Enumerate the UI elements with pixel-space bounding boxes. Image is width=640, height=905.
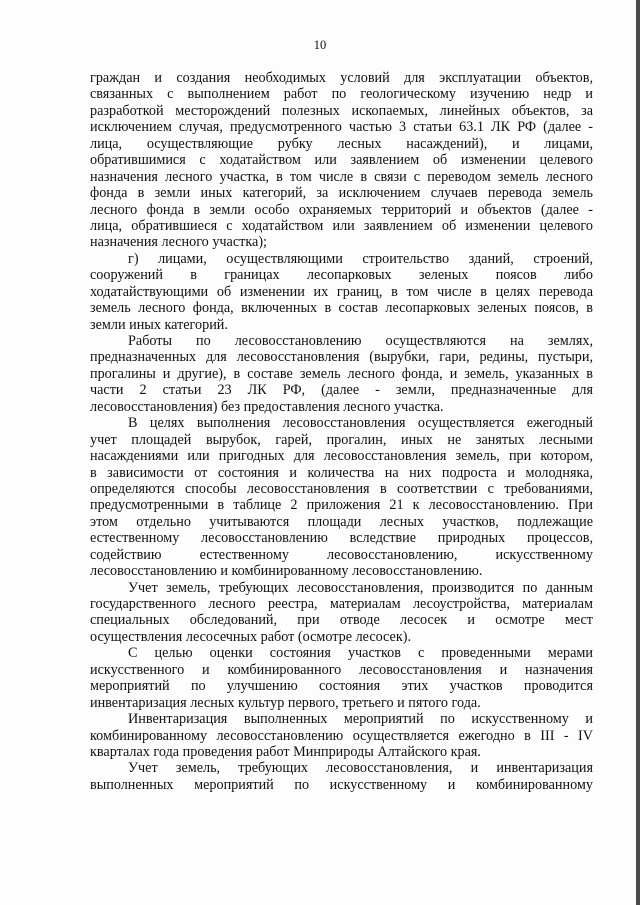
text-line: предназначенных для лесовосстановления (вырубки, гари, редины, пустыри, bbox=[90, 349, 593, 366]
text-line: мероприятий по улучшению состояния этих участков проводится bbox=[90, 678, 593, 695]
text-line: фонда в земли иных категорий, за исключением случаев перевода земель bbox=[90, 185, 593, 202]
text-line: в зависимости от состояния и количества на них подроста и молодняка, bbox=[90, 464, 593, 481]
text-line: земли иных категорий. bbox=[90, 316, 228, 333]
page-number: 10 bbox=[313, 38, 327, 52]
text-line: С целью оценки состояния участков с проведенными мерами bbox=[128, 645, 593, 662]
text-line: назначения лесного участка, в том числе в связи с переводом земель лесного bbox=[90, 168, 593, 185]
text-line: инвентаризация лесных культур первого, третьего и пятого года. bbox=[90, 694, 481, 711]
text-line: связанных с выполнением работ по геологическому изучению недр и bbox=[90, 86, 593, 103]
text-line: сооружений в границах лесопарковых зеленых поясов либо bbox=[90, 267, 593, 284]
text-line: Учет земель, требующих лесовосстановления, производится по данным bbox=[128, 579, 593, 596]
text-line: части 2 статьи 23 ЛК РФ, (далее - земли, предназначенные для bbox=[90, 382, 593, 399]
text-line: Учет земель, требующих лесовосстановления, и инвентаризация bbox=[128, 760, 593, 777]
text-line: кварталах года проведения работ Минприроды Алтайского края. bbox=[90, 743, 481, 760]
text-line: ходатайствующими об изменении их границ, в том числе в целях перевода bbox=[90, 283, 593, 300]
text-line: лесного фонда в земли особо охраняемых территорий и объектов (далее - bbox=[90, 201, 593, 218]
text-line: Работы по лесовосстановлению осуществляются на землях, bbox=[128, 333, 593, 349]
text-line: исключением случая, предусмотренного частью 3 статьи 63.1 ЛК РФ (далее - bbox=[90, 119, 593, 136]
text-line: государственного лесного реестра, материалам лесоустройства, материалам bbox=[90, 596, 593, 612]
text-line: естественному лесовосстановлению вследствие природных процессов, bbox=[90, 530, 593, 547]
text-line: специальных обследований, при отводе лесосек и осмотре мест bbox=[90, 612, 593, 629]
text-line: выполненных мероприятий по искусственному и комбинированному bbox=[90, 776, 593, 793]
text-line: искусственного и комбинированного лесовосстановления и назначения bbox=[90, 661, 593, 678]
scan-edge-shadow bbox=[636, 0, 640, 905]
text-line: предусмотренными в таблице 2 приложения 21 к лесовосстановлению. При bbox=[90, 497, 593, 514]
text-line: назначения лесного участка); bbox=[90, 234, 267, 251]
text-line: В целях выполнения лесовосстановления осуществляется ежегодный bbox=[128, 415, 593, 432]
text-line: определяются способы лесовосстановления в соответствии с требованиями, bbox=[90, 480, 593, 497]
text-line: содействию естественному лесовосстановлению, искусственному bbox=[90, 546, 593, 563]
text-line: этом отдельно учитываются площади лесных участков, подлежащие bbox=[90, 513, 593, 530]
text-line: граждан и создания необходимых условий для эксплуатации объектов, bbox=[90, 70, 593, 86]
text-line: Инвентаризация выполненных мероприятий по искусственному и bbox=[128, 711, 593, 728]
text-line: прогалины и другие), в составе земель лесного фонда, и земель, указанных в bbox=[90, 365, 593, 382]
text-line: осуществления лесосечных работ (осмотре лесосек). bbox=[90, 628, 411, 645]
text-line: разработкой месторождений полезных ископаемых, линейных объектов, за bbox=[90, 102, 593, 119]
text-line: лесовосстановления) без предоставления лесного участка. bbox=[90, 398, 444, 415]
text-line: лесовосстановлению и комбинированному лесовосстановлению. bbox=[90, 563, 483, 580]
document-body bbox=[90, 70, 593, 793]
text-line: учет площадей вырубок, гарей, прогалин, иных не занятых лесными bbox=[90, 431, 593, 448]
text-line: лица, осуществляющие рубку лесных насаждений), и лицами, bbox=[90, 135, 593, 152]
text-line: г) лицами, осуществляющими строительство зданий, строений, bbox=[128, 250, 593, 267]
text-line: лица, обратившиеся с ходатайством или заявлением об изменении целевого bbox=[90, 217, 593, 234]
text-line: комбинированному лесовосстановлению осуществляется ежегодно в III - IV bbox=[90, 727, 593, 744]
text-line: насаждениями или пригодных для лесовосстановления земель, при котором, bbox=[90, 448, 593, 465]
text-line: обратившимися с ходатайством или заявлением об изменении целевого bbox=[90, 152, 593, 169]
text-line: земель лесного фонда, включенных в состав лесопарковых зеленых поясов, в bbox=[90, 300, 593, 317]
